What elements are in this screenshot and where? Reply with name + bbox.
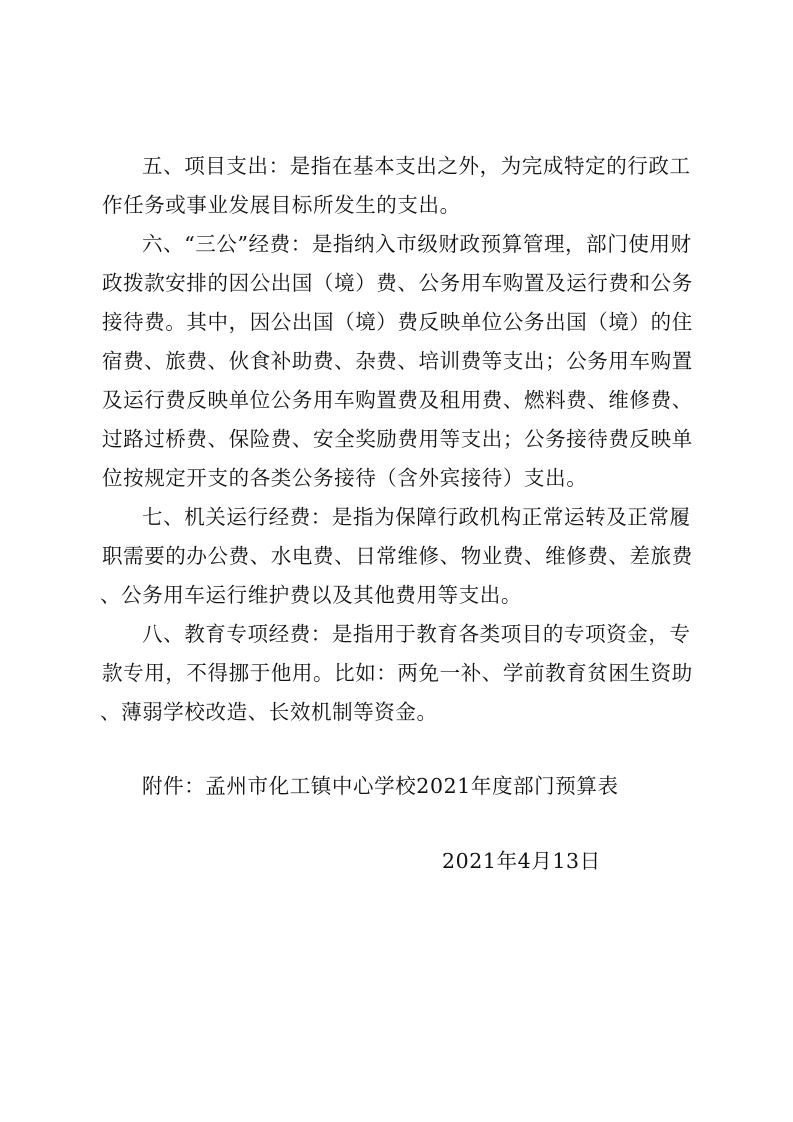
paragraph-7-line-2: 职需要的办公费、水电费、日常维修、物业费、维修费、差旅费	[102, 544, 693, 568]
attachment-note: 附件：孟州市化工镇中心学校2021年度部门预算表	[142, 774, 619, 798]
paragraph-6-line-6: 过路过桥费、保险费、安全奖励费用等支出；公务接待费反映单	[102, 427, 693, 451]
paragraph-6-line-5: 及运行费反映单位公务用车购置费及租用费、燃料费、维修费、	[102, 388, 693, 412]
paragraph-7-line-3: 、公务用车运行维护费以及其他费用等支出。	[100, 583, 522, 607]
paragraph-5-line-2: 作任务或事业发展目标所发生的支出。	[102, 193, 461, 217]
paragraph-6-line-1: 六、“三公”经费：是指纳入市级财政预算管理，部门使用财	[142, 232, 692, 256]
paragraph-6-line-7: 位按规定开支的各类公务接待（含外宾接待）支出。	[102, 466, 588, 490]
paragraph-7-line-1: 七、机关运行经费：是指为保障行政机构正常运转及正常履	[142, 505, 691, 529]
document-date: 2021年4月13日	[442, 849, 601, 873]
paragraph-6-line-3: 接待费。其中，因公出国（境）费反映单位公务出国（境）的住	[102, 310, 693, 334]
paragraph-6-line-4: 宿费、旅费、伙食补助费、杂费、培训费等支出；公务用车购置	[102, 349, 693, 373]
paragraph-8-line-1: 八、教育专项经费：是指用于教育各类项目的专项资金，专	[142, 622, 691, 646]
paragraph-8-line-3: 、薄弱学校改造、长效机制等资金。	[100, 700, 438, 724]
paragraph-6-line-2: 政拨款安排的因公出国（境）费、公务用车购置及运行费和公务	[102, 271, 693, 295]
paragraph-5-line-1: 五、项目支出：是指在基本支出之外，为完成特定的行政工	[142, 154, 691, 178]
paragraph-8-line-2: 款专用，不得挪于他用。比如：两免一补、学前教育贫困生资助	[102, 661, 693, 685]
